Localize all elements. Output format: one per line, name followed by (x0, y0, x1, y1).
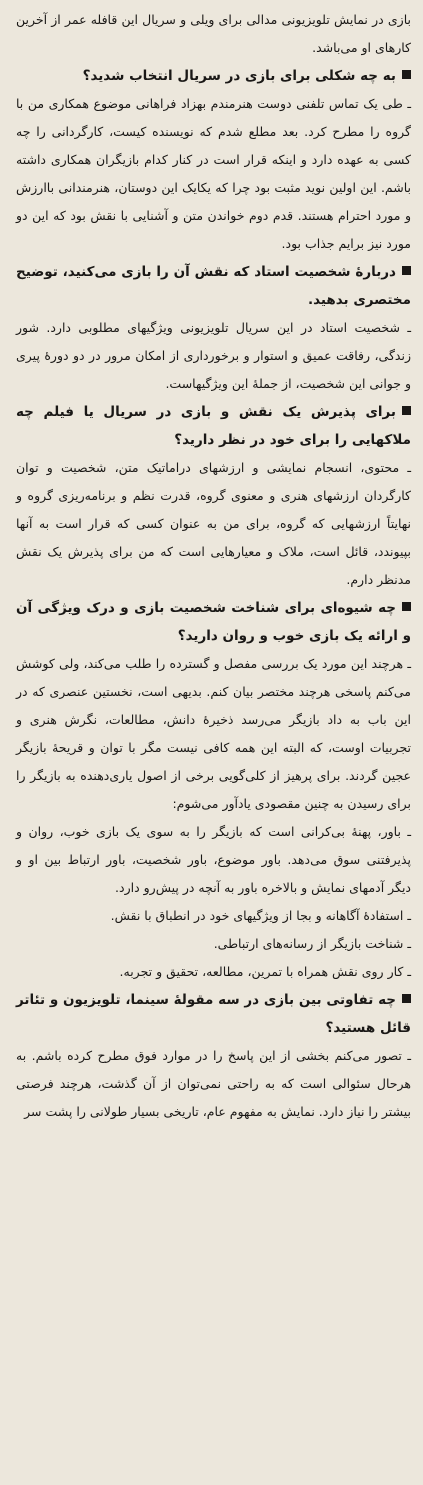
list-item: ـ استفادهٔ آگاهانه و بجا از ویژگیهای خود در انطباق با نقش. (110, 908, 411, 923)
qa-section-5 (16, 986, 411, 1126)
question-text: دربارهٔ شخصیت استاد که نقش آن را بازی می‌کنید، توضیح مختصری بدهید. (16, 264, 411, 308)
question-heading (16, 986, 411, 1042)
answer-paragraph: ـ طی یک تماس تلفنی دوست هنرمندم بهزاد فراهانی موضوع همکاری من با گروه را مطرح کرد. بعد مطلع شدم که نویسنده کیست، کارگردانی را چه کسی به عهده دارد و اینکه قرار است در کنار کدام بازیگران همکاری داشته باشم. این اولین نوید مثبت بود چرا که یکایک این دوستان، هنرمندانی باارزش و مورد احترام هستند. قدم دوم خواندن متن و آشنایی با نقش بود که این دو مورد نیز برایم جذاب بود. (16, 96, 411, 251)
qa-section-4 (16, 594, 411, 986)
square-bullet-icon (402, 994, 411, 1003)
answer-paragraph: ـ محتوی، انسجام نمایشی و ارزشهای دراماتیک متن، شخصیت و توان کارگردان ارزشهای هنری و معنوی گروه، قدرت نظم و برنامه‌ریزی گروه و نهایتاً ارزشهایی که گروه، برای من به عنوان کسی که قرار است به آنها بپیوندد، قائل است، ملاک و معیارهایی است که من برای پذیرش یک نقش مدنظر دارم. (16, 460, 411, 587)
question-heading (16, 594, 411, 650)
list-item: ـ باور، پهنهٔ بی‌کرانی است که بازیگر را به سوی یک بازی خوب، روان و پذیرفتنی سوق می‌دهد. باور موضوع، باور شخصیت، باور ارتباط بین او و دیگر آدمهای نمایش و بالاخره باور به آنچه در پیش‌رو دارد. (16, 824, 411, 895)
question-text: برای پذیرش یک نقش و بازی در سریال یا فیلم چه ملاکهایی را برای خود در نظر دارید؟ (16, 404, 411, 448)
question-heading (16, 398, 411, 454)
question-heading (16, 258, 411, 314)
answer-paragraph: ـ تصور می‌کنم بخشی از این پاسخ را در موارد فوق مطرح کرده باشم. به هرحال سئوالی است که به راحتی نمی‌توان از آن گذشت، هرچند فرصتی بیشتر را نیاز دارد. نمایش به مفهوم عام، تاریخی بسیار طولانی را پشت سر (16, 1048, 411, 1119)
qa-section-1 (16, 62, 411, 258)
list-item: ـ شناخت بازیگر از رسانه‌های ارتباطی. (213, 936, 411, 951)
question-text: به چه شکلی برای بازی در سریال انتخاب شدید؟ (82, 68, 396, 84)
square-bullet-icon (402, 602, 411, 611)
question-heading (16, 62, 411, 90)
qa-section-3 (16, 398, 411, 594)
square-bullet-icon (402, 70, 411, 79)
square-bullet-icon (402, 266, 411, 275)
intro-paragraph: بازی در نمایش تلویزیونی مدالی برای ویلی و سریال این قافله عمر از آخرین کارهای او می‌باشد. (16, 12, 411, 55)
square-bullet-icon (402, 406, 411, 415)
answer-paragraph: ـ هرچند این مورد یک بررسی مفصل و گسترده را طلب می‌کند، ولی کوشش می‌کنم پاسخی هرچند مختصر بیان کنم. بدیهی است، نخستین عنصری که در این باب به داد بازیگر می‌رسد ذخیرهٔ دانش، مطالعات، نگرش هنری و تجربیات اوست، که البته این همه کافی نیست مگر با توان و قریحهٔ بازیگر عجین گردند. برای پرهیز از کلی‌گویی برخی از اصول یاری‌دهنده به بازیگر را برای رسیدن به چنین مقصودی یادآور می‌شوم: (16, 656, 411, 811)
question-text: چه شیوه‌ای برای شناخت شخصیت بازی و درک ویژگی آن و ارائه یک بازی خوب و روان دارید؟ (16, 600, 411, 644)
answer-paragraph: ـ شخصیت استاد در این سریال تلویزیونی ویژگیهای مطلوبی دارد. شور زندگی، رفاقت عمیق و استوار و برخورداری از امکان مرور در دو دورهٔ پیری و جوانی این شخصیت، از جملهٔ این ویژگیهاست. (16, 320, 411, 391)
qa-section-2 (16, 258, 411, 398)
list-item: ـ کار روی نقش همراه با تمرین، مطالعه، تحقیق و تجربه. (119, 964, 411, 979)
question-text: چه تفاوتی بین بازی در سه مقولهٔ سینما، تلویزیون و تئاتر قائل هستید؟ (16, 992, 411, 1036)
